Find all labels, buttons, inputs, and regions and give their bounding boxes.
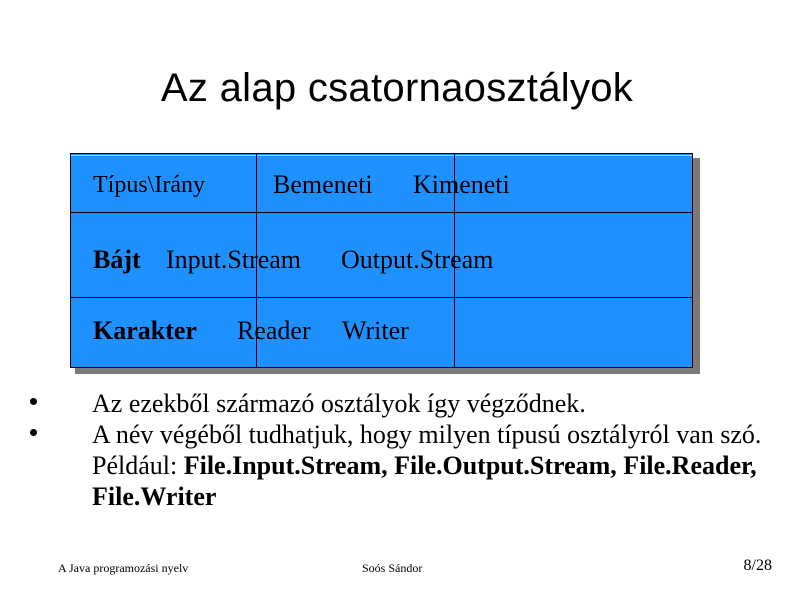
header-input: Bemeneti <box>273 170 373 199</box>
row-char-input: Reader <box>237 316 311 345</box>
bullet-item <box>30 419 770 512</box>
footer-left: A Java programozási nyelv <box>58 561 189 575</box>
classes-table <box>70 153 693 368</box>
row-byte-output: Output.Stream <box>341 245 494 274</box>
bullet-dot-icon <box>30 429 37 436</box>
row-label-char: Karakter <box>93 316 197 345</box>
slide-title: Az alap csatornaosztályok <box>160 66 634 110</box>
bullet-text: Az ezekből származó osztályok így végződnek. <box>92 389 586 418</box>
footer-center: Soós Sándor <box>362 561 423 575</box>
row-char-output: Writer <box>342 316 409 345</box>
table-divider <box>71 297 692 298</box>
table-divider <box>71 212 692 213</box>
bullet-text <box>92 419 770 512</box>
header-type-direction: Típus\Irány <box>93 172 205 198</box>
header-output: Kimeneti <box>413 170 510 199</box>
bullet-text-bold: File.Input.Stream, File.Output.Stream, File.Reader, File.Writer <box>92 451 757 511</box>
page-number: 8/28 <box>743 557 772 574</box>
table-highlight <box>71 155 692 156</box>
bullet-text-plain: A név végéből tudhatjuk, hogy milyen típusú osztályról van szó. Például: <box>92 420 762 480</box>
bullet-dot-icon <box>30 398 37 405</box>
bullet-list <box>30 388 770 512</box>
bullet-item <box>30 388 770 419</box>
row-label-byte: Bájt <box>93 245 141 274</box>
row-byte-input: Input.Stream <box>166 245 302 274</box>
